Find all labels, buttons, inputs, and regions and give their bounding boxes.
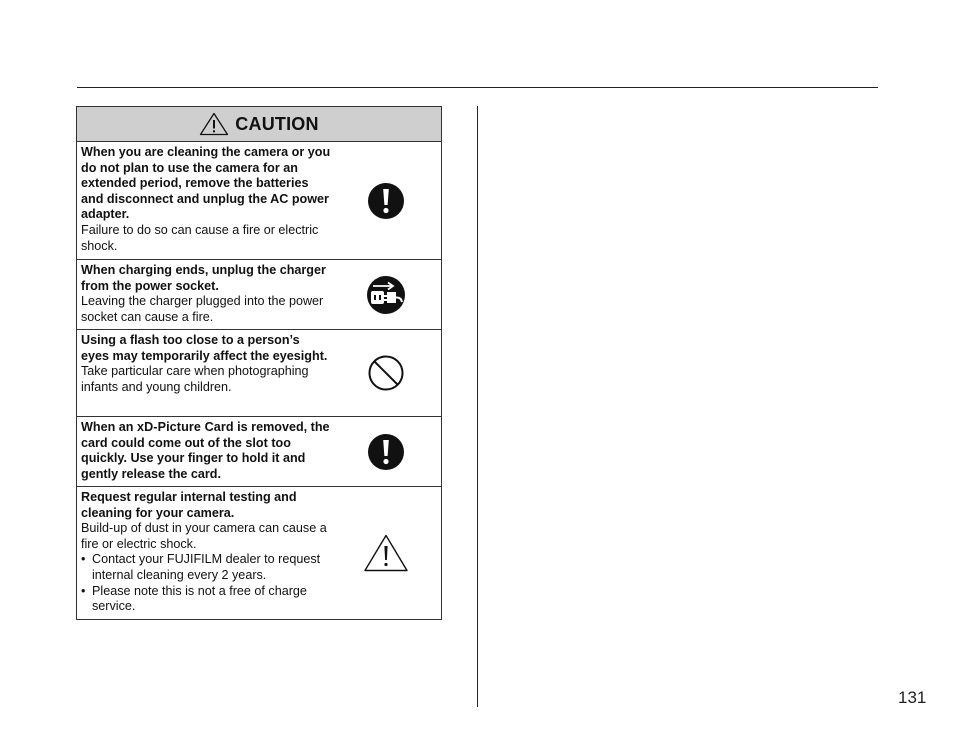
caution-item — [77, 260, 441, 330]
xd-card-brand: xD-Picture Card — [136, 420, 234, 434]
unplug-icon — [331, 260, 441, 329]
caution-item-text — [77, 330, 331, 416]
caution-item-heading: When charging ends, unplug the charger from the power socket. — [81, 263, 326, 293]
caution-header — [77, 107, 441, 142]
caution-item — [77, 330, 441, 417]
caution-item-heading: Using a flash too close to a person’s eyes may temporarily affect the eyesight. — [81, 333, 328, 363]
warning-triangle-icon — [199, 112, 229, 136]
caution-item-text — [77, 142, 331, 259]
caution-item-heading-start: When an — [81, 420, 137, 434]
warning-triangle-icon — [331, 487, 441, 619]
caution-bullet-list — [81, 552, 331, 614]
caution-item-heading-end: is removed, the card could come out of the slot too quickly. Use your finger to hold it and gently release the card. — [81, 420, 330, 481]
caution-item-description: Take particular care when photographing infants and young children. — [81, 364, 309, 394]
page-number: 131 — [898, 688, 927, 707]
caution-item-text — [77, 260, 331, 329]
caution-item-description: Build-up of dust in your camera can cause a fire or electric shock. — [81, 521, 327, 551]
caution-item-heading: When you are cleaning the camera or you do not plan to use the camera for an extended period, remove the batteries and disconnect and unplug the AC power adapter. — [81, 145, 331, 222]
caution-item — [77, 487, 441, 619]
mandatory-action-icon — [331, 142, 441, 259]
caution-title: CAUTION — [235, 113, 319, 134]
caution-item-text — [77, 417, 331, 486]
caution-item-description: Leaving the charger plugged into the power socket can cause a fire. — [81, 294, 324, 324]
list-item: • Please note this is not a free of charge service. — [81, 584, 331, 615]
caution-box — [76, 106, 442, 620]
prohibited-icon — [331, 330, 441, 416]
caution-item-heading: Request regular internal testing and cleaning for your camera. — [81, 490, 297, 520]
mandatory-action-icon — [331, 417, 441, 486]
caution-item-text — [77, 487, 331, 619]
header-rule — [77, 87, 878, 88]
column-divider — [477, 106, 478, 707]
caution-item — [77, 142, 441, 260]
caution-item-description: Failure to do so can cause a fire or electric shock. — [81, 222, 319, 253]
list-item: • Contact your FUJIFILM dealer to request internal cleaning every 2 years. — [81, 552, 331, 583]
caution-item — [77, 417, 441, 487]
